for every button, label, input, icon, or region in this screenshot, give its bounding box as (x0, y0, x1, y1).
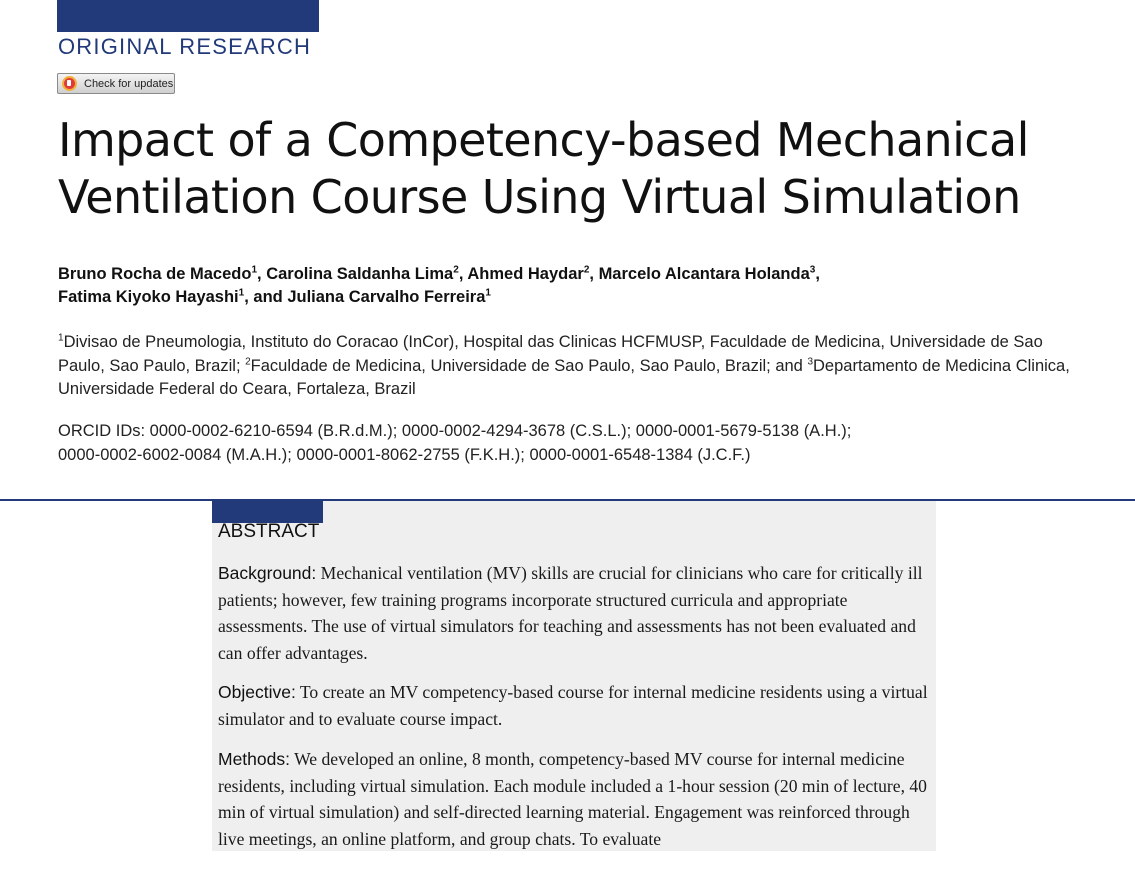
article-title: Impact of a Competency-based Mechanical Ventilation Course Using Virtual Simulation (58, 113, 1029, 224)
author-affiliation-marker: 1 (251, 264, 258, 276)
abstract-methods-text: We developed an online, 8 month, competency-based MV course for internal medicine residents, including virtual simulation. Each module included a 1-hour session (20 min of lecture, 40 min of virtual simulation) and self-directed learning material. Engagement was reinforced through live meetings, an online platform, and group chats. To evaluate (218, 749, 927, 849)
affiliation-text: Faculdade de Medicina, Universidade de Sao Paulo, Sao Paulo, Brazil; and (250, 356, 808, 375)
affiliation-text: Departamento de Medicina Clinica, Universidade Federal do Ceara, Fortaleza, Brazil (58, 356, 1070, 398)
abstract-heading: ABSTRACT (218, 521, 320, 542)
abstract-background-text: Mechanical ventilation (MV) skills are crucial for clinicians who care for critically ill patients; however, few training programs incorporate structured curricula and appropriate assessments. The use of virtual simulators for teaching and assessments has not been evaluated and can offer advantages. (218, 563, 923, 663)
orcid-line: ORCID IDs: 0000-0002-6210-6594 (B.R.d.M.); 0000-0002-4294-3678 (C.S.L.); 0000-0001-5679-5138 (A.H.); (58, 422, 852, 440)
abstract-background-label: Background: (218, 563, 317, 583)
author-name[interactable]: Ahmed Haydar (467, 265, 584, 283)
abstract-tab-band (212, 501, 323, 523)
author-list: Bruno Rocha de Macedo$^1$, Carolina Saldanha Lima$^2$, Ahmed Haydar$^2$, Marcelo Alcantara Holanda$^3$, Fatima Kiyoko Hayashi$^1$, and Juliana Carvalho Ferreira$^1$ (58, 264, 820, 306)
affiliations (58, 331, 1088, 402)
author-affiliation-marker: 1 (485, 287, 491, 299)
abstract-panel (212, 501, 936, 851)
affiliation-marker: 3 (807, 356, 813, 367)
author-affiliation-marker: 1 (238, 287, 245, 299)
journal-header-band (57, 0, 319, 32)
affiliation-marker: 2 (245, 356, 251, 367)
abstract-methods-label: Methods: (218, 749, 290, 769)
orcid-ids (58, 420, 1098, 467)
check-for-updates-label: Check for updates (84, 77, 174, 90)
abstract-methods (218, 746, 932, 851)
abstract-background (218, 560, 932, 666)
check-for-updates-button[interactable] (57, 73, 175, 94)
abstract-objective (218, 679, 932, 732)
abstract-objective-label: Objective: (218, 682, 296, 702)
author-name[interactable]: Carolina Saldanha Lima (266, 265, 454, 283)
affiliation-marker: 1 (58, 332, 64, 344)
author-name[interactable]: Juliana Carvalho Ferreira (287, 288, 486, 306)
author-name[interactable]: Marcelo Alcantara Holanda (598, 265, 810, 283)
affiliation-text: Divisao de Pneumologia, Instituto do Coracao (InCor), Hospital das Clinicas HCFMUSP, Faculdade de Medicina, Universidade de Sao Paulo, Sao Paulo, Brazil; (58, 333, 1043, 375)
author-affiliation-marker: 3 (809, 264, 816, 276)
author-affiliation-marker: 2 (583, 264, 590, 276)
crossmark-icon (62, 76, 77, 91)
abstract-objective-text: To create an MV competency-based course for internal medicine residents using a virtual simulator and to evaluate course impact. (218, 682, 928, 729)
article-type-label: ORIGINAL RESEARCH (58, 34, 312, 59)
author-name[interactable]: Bruno Rocha de Macedo (58, 265, 252, 283)
author-affiliation-marker: 2 (453, 264, 459, 276)
orcid-line: 0000-0002-6002-0084 (M.A.H.); 0000-0001-8062-2755 (F.K.H.); 0000-0001-6548-1384 (J.C.F.) (58, 445, 751, 464)
author-name[interactable]: Fatima Kiyoko Hayashi (58, 288, 239, 306)
